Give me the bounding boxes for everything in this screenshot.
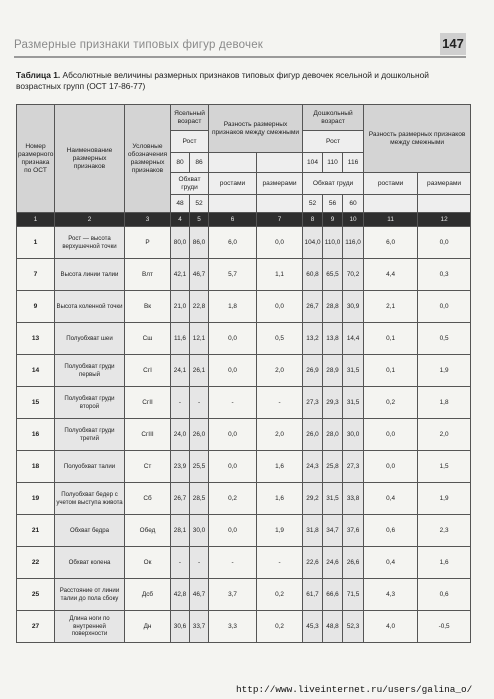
header-blank <box>418 195 471 213</box>
row-value-cell: 5,7 <box>209 259 257 291</box>
row-value-cell: 24,3 <box>303 451 323 483</box>
header-by-size: размерами <box>257 173 303 195</box>
row-value-cell: 24,1 <box>171 355 190 387</box>
row-value-cell: 0,1 <box>364 323 418 355</box>
row-value-cell: 6,0 <box>364 227 418 259</box>
row-value-cell: 30,9 <box>343 291 364 323</box>
source-url: http://www.liveinternet.ru/users/galina_o/ <box>236 684 473 695</box>
row-value-cell: -0,5 <box>418 611 471 643</box>
row-value-cell: 13,2 <box>303 323 323 355</box>
row-value-cell: 110,0 <box>323 227 343 259</box>
row-value-cell: 2,0 <box>418 419 471 451</box>
header-chest-nursery: Обхват груди <box>171 173 209 195</box>
table-row <box>17 259 471 291</box>
row-value-cell: 66,6 <box>323 579 343 611</box>
row-value-cell: 29,2 <box>303 483 323 515</box>
row-number-cell: 19 <box>17 483 55 515</box>
row-value-cell: 42,1 <box>171 259 190 291</box>
row-number-cell: 15 <box>17 387 55 419</box>
row-value-cell: 30,0 <box>190 515 209 547</box>
header-blank <box>209 195 257 213</box>
column-number: 12 <box>418 213 471 227</box>
row-value-cell: 22,6 <box>303 547 323 579</box>
caption-label: Таблица 1. <box>16 70 61 80</box>
table-row <box>17 323 471 355</box>
row-value-cell: 28,0 <box>323 419 343 451</box>
header-chest-60: 60 <box>343 195 364 213</box>
header-height-104: 104 <box>303 153 323 173</box>
row-value-cell: 0,0 <box>418 227 471 259</box>
row-number-cell: 22 <box>17 547 55 579</box>
row-value-cell: 3,3 <box>209 611 257 643</box>
row-symbol-cell: Сб <box>125 483 171 515</box>
row-value-cell: 28,8 <box>323 291 343 323</box>
row-symbol-cell: Дсб <box>125 579 171 611</box>
table-row <box>17 579 471 611</box>
row-value-cell: 2,1 <box>364 291 418 323</box>
header-height-86: 86 <box>190 153 209 173</box>
row-value-cell: 60,8 <box>303 259 323 291</box>
row-value-cell: 30,6 <box>171 611 190 643</box>
header-blank <box>257 153 303 173</box>
row-name-cell: Длина ноги по внутренней поверхности <box>55 611 125 643</box>
row-number-cell: 13 <box>17 323 55 355</box>
row-value-cell: 0,0 <box>209 419 257 451</box>
row-value-cell: 1,6 <box>418 547 471 579</box>
row-value-cell: 65,5 <box>323 259 343 291</box>
row-value-cell: 22,8 <box>190 291 209 323</box>
header-symbol: Условные обозначения размерных признаков <box>125 105 171 213</box>
header-diff-preschool: Разность размерных признаков между смежными <box>364 105 471 173</box>
row-value-cell: - <box>190 547 209 579</box>
row-value-cell: 31,5 <box>343 355 364 387</box>
row-value-cell: 26,0 <box>303 419 323 451</box>
row-value-cell: 12,1 <box>190 323 209 355</box>
row-value-cell: - <box>171 547 190 579</box>
page-number: 147 <box>440 33 466 55</box>
row-value-cell: - <box>171 387 190 419</box>
row-symbol-cell: СгII <box>125 387 171 419</box>
row-name-cell: Полуобхват груди первый <box>55 355 125 387</box>
running-title: Размерные признаки типовых фигур девочек <box>14 39 264 51</box>
row-value-cell: - <box>209 547 257 579</box>
row-value-cell: 80,0 <box>171 227 190 259</box>
column-number: 4 <box>171 213 190 227</box>
row-value-cell: 0,1 <box>364 355 418 387</box>
row-number-cell: 16 <box>17 419 55 451</box>
table-row <box>17 227 471 259</box>
column-number: 3 <box>125 213 171 227</box>
row-symbol-cell: СгIII <box>125 419 171 451</box>
column-number: 10 <box>343 213 364 227</box>
row-value-cell: 21,0 <box>171 291 190 323</box>
column-number: 8 <box>303 213 323 227</box>
row-value-cell: 25,5 <box>190 451 209 483</box>
row-value-cell: 1,9 <box>418 355 471 387</box>
row-number-cell: 27 <box>17 611 55 643</box>
row-name-cell: Полуобхват груди второй <box>55 387 125 419</box>
row-number-cell: 14 <box>17 355 55 387</box>
table-row <box>17 611 471 643</box>
row-symbol-cell: СгI <box>125 355 171 387</box>
row-value-cell: 61,7 <box>303 579 323 611</box>
row-value-cell: - <box>209 387 257 419</box>
row-value-cell: 0,3 <box>418 259 471 291</box>
row-value-cell: 24,0 <box>171 419 190 451</box>
row-value-cell: 0,0 <box>364 419 418 451</box>
header-chest-48: 48 <box>171 195 190 213</box>
row-value-cell: 3,7 <box>209 579 257 611</box>
row-value-cell: 23,9 <box>171 451 190 483</box>
row-name-cell: Рост — высота верхушечной точки <box>55 227 125 259</box>
row-value-cell: 42,8 <box>171 579 190 611</box>
row-name-cell: Расстояние от линии талии до пола сбоку <box>55 579 125 611</box>
row-value-cell: 0,0 <box>418 291 471 323</box>
row-value-cell: 11,6 <box>171 323 190 355</box>
row-value-cell: 70,2 <box>343 259 364 291</box>
header-chest-52: 52 <box>303 195 323 213</box>
row-value-cell: 116,0 <box>343 227 364 259</box>
row-value-cell: 2,3 <box>418 515 471 547</box>
header-nursery-age: Ясельный возраст <box>171 105 209 131</box>
table-row <box>17 483 471 515</box>
row-value-cell: 26,0 <box>190 419 209 451</box>
row-value-cell: 26,6 <box>343 547 364 579</box>
row-symbol-cell: Влт <box>125 259 171 291</box>
row-symbol-cell: Сш <box>125 323 171 355</box>
header-blank <box>209 153 257 173</box>
row-value-cell: 1,9 <box>257 515 303 547</box>
row-value-cell: 28,9 <box>323 355 343 387</box>
row-value-cell: 1,6 <box>257 483 303 515</box>
row-value-cell: 0,2 <box>209 483 257 515</box>
row-value-cell: 0,2 <box>257 579 303 611</box>
row-symbol-cell: Дн <box>125 611 171 643</box>
row-number-cell: 1 <box>17 227 55 259</box>
row-value-cell: 28,5 <box>190 483 209 515</box>
row-number-cell: 9 <box>17 291 55 323</box>
column-number: 9 <box>323 213 343 227</box>
table-row <box>17 355 471 387</box>
table-caption <box>16 70 466 92</box>
row-value-cell: 2,0 <box>257 419 303 451</box>
row-value-cell: 0,6 <box>418 579 471 611</box>
header-chest-preschool: Обхват груди <box>303 173 364 195</box>
row-number-cell: 7 <box>17 259 55 291</box>
row-value-cell: 1,1 <box>257 259 303 291</box>
row-name-cell: Полуобхват шеи <box>55 323 125 355</box>
header-name: Наименование размерных признаков <box>55 105 125 213</box>
row-symbol-cell: Р <box>125 227 171 259</box>
row-value-cell: 14,4 <box>343 323 364 355</box>
column-number: 1 <box>17 213 55 227</box>
row-value-cell: 0,4 <box>364 483 418 515</box>
row-value-cell: 48,8 <box>323 611 343 643</box>
table-row <box>17 515 471 547</box>
row-value-cell: 28,1 <box>171 515 190 547</box>
row-value-cell: 46,7 <box>190 259 209 291</box>
row-symbol-cell: Ок <box>125 547 171 579</box>
row-value-cell: - <box>257 547 303 579</box>
row-symbol-cell: Вк <box>125 291 171 323</box>
header-by-height: ростами <box>364 173 418 195</box>
row-value-cell: 4,3 <box>364 579 418 611</box>
column-number: 7 <box>257 213 303 227</box>
header-blank <box>257 195 303 213</box>
row-value-cell: 31,5 <box>323 483 343 515</box>
row-value-cell: - <box>190 387 209 419</box>
table-row <box>17 451 471 483</box>
header-by-size: размерами <box>418 173 471 195</box>
row-value-cell: 86,0 <box>190 227 209 259</box>
row-value-cell: 0,0 <box>209 451 257 483</box>
header-number: Номер размерного признака по ОСТ <box>17 105 55 213</box>
row-symbol-cell: Обед <box>125 515 171 547</box>
table-row <box>17 419 471 451</box>
column-number: 6 <box>209 213 257 227</box>
row-name-cell: Высота линии талии <box>55 259 125 291</box>
row-value-cell: 71,5 <box>343 579 364 611</box>
row-value-cell: 26,7 <box>303 291 323 323</box>
row-value-cell: - <box>257 387 303 419</box>
header-height-116: 116 <box>343 153 364 173</box>
header-height-nursery: Рост <box>171 131 209 153</box>
row-value-cell: 13,8 <box>323 323 343 355</box>
header-height-preschool: Рост <box>303 131 364 153</box>
row-value-cell: 45,3 <box>303 611 323 643</box>
row-value-cell: 1,8 <box>209 291 257 323</box>
row-value-cell: 26,9 <box>303 355 323 387</box>
row-value-cell: 2,0 <box>257 355 303 387</box>
row-value-cell: 27,3 <box>343 451 364 483</box>
row-value-cell: 1,9 <box>418 483 471 515</box>
row-value-cell: 37,6 <box>343 515 364 547</box>
table-row <box>17 291 471 323</box>
row-value-cell: 31,8 <box>303 515 323 547</box>
header-diff-nursery: Разность размерных признаков между смежными <box>209 105 303 153</box>
table-row <box>17 387 471 419</box>
measurements-table <box>16 104 471 643</box>
row-number-cell: 18 <box>17 451 55 483</box>
row-symbol-cell: Ст <box>125 451 171 483</box>
header-height-80: 80 <box>171 153 190 173</box>
header-blank <box>364 195 418 213</box>
row-value-cell: 104,0 <box>303 227 323 259</box>
row-value-cell: 33,8 <box>343 483 364 515</box>
row-value-cell: 1,6 <box>257 451 303 483</box>
row-value-cell: 33,7 <box>190 611 209 643</box>
row-value-cell: 34,7 <box>323 515 343 547</box>
row-value-cell: 29,3 <box>323 387 343 419</box>
table-body <box>17 227 471 643</box>
row-value-cell: 6,0 <box>209 227 257 259</box>
row-number-cell: 21 <box>17 515 55 547</box>
row-value-cell: 52,3 <box>343 611 364 643</box>
row-number-cell: 25 <box>17 579 55 611</box>
row-value-cell: 31,5 <box>343 387 364 419</box>
row-name-cell: Полуобхват груди третий <box>55 419 125 451</box>
column-number: 5 <box>190 213 209 227</box>
row-name-cell: Обхват бедра <box>55 515 125 547</box>
header-chest-52: 52 <box>190 195 209 213</box>
header-by-height: ростами <box>209 173 257 195</box>
row-value-cell: 0,0 <box>257 291 303 323</box>
row-value-cell: 1,8 <box>418 387 471 419</box>
row-value-cell: 27,3 <box>303 387 323 419</box>
row-value-cell: 0,5 <box>257 323 303 355</box>
row-name-cell: Высота коленной точки <box>55 291 125 323</box>
row-name-cell: Обхват колена <box>55 547 125 579</box>
table-row <box>17 547 471 579</box>
row-value-cell: 26,1 <box>190 355 209 387</box>
row-value-cell: 30,0 <box>343 419 364 451</box>
row-name-cell: Полуобхват бедер с учетом выступа живота <box>55 483 125 515</box>
header-rule <box>14 56 466 58</box>
header-height-110: 110 <box>323 153 343 173</box>
row-value-cell: 0,0 <box>209 515 257 547</box>
row-value-cell: 0,2 <box>257 611 303 643</box>
header-preschool-age: Дошкольный возраст <box>303 105 364 131</box>
row-value-cell: 0,2 <box>364 387 418 419</box>
row-value-cell: 46,7 <box>190 579 209 611</box>
row-value-cell: 0,6 <box>364 515 418 547</box>
row-value-cell: 25,8 <box>323 451 343 483</box>
row-value-cell: 0,0 <box>257 227 303 259</box>
column-number-row <box>17 213 471 227</box>
row-value-cell: 24,6 <box>323 547 343 579</box>
column-number: 11 <box>364 213 418 227</box>
row-value-cell: 4,0 <box>364 611 418 643</box>
row-name-cell: Полуобхват талии <box>55 451 125 483</box>
row-value-cell: 0,5 <box>418 323 471 355</box>
row-value-cell: 4,4 <box>364 259 418 291</box>
row-value-cell: 0,0 <box>209 323 257 355</box>
column-number: 2 <box>55 213 125 227</box>
row-value-cell: 0,4 <box>364 547 418 579</box>
caption-text: Абсолютные величины размерных признаков типовых фигур девочек ясельной и дошкольной возрастных групп (ОСТ 17-86-77) <box>16 70 429 91</box>
row-value-cell: 0,0 <box>364 451 418 483</box>
row-value-cell: 26,7 <box>171 483 190 515</box>
row-value-cell: 0,0 <box>209 355 257 387</box>
row-value-cell: 1,5 <box>418 451 471 483</box>
header-chest-56: 56 <box>323 195 343 213</box>
